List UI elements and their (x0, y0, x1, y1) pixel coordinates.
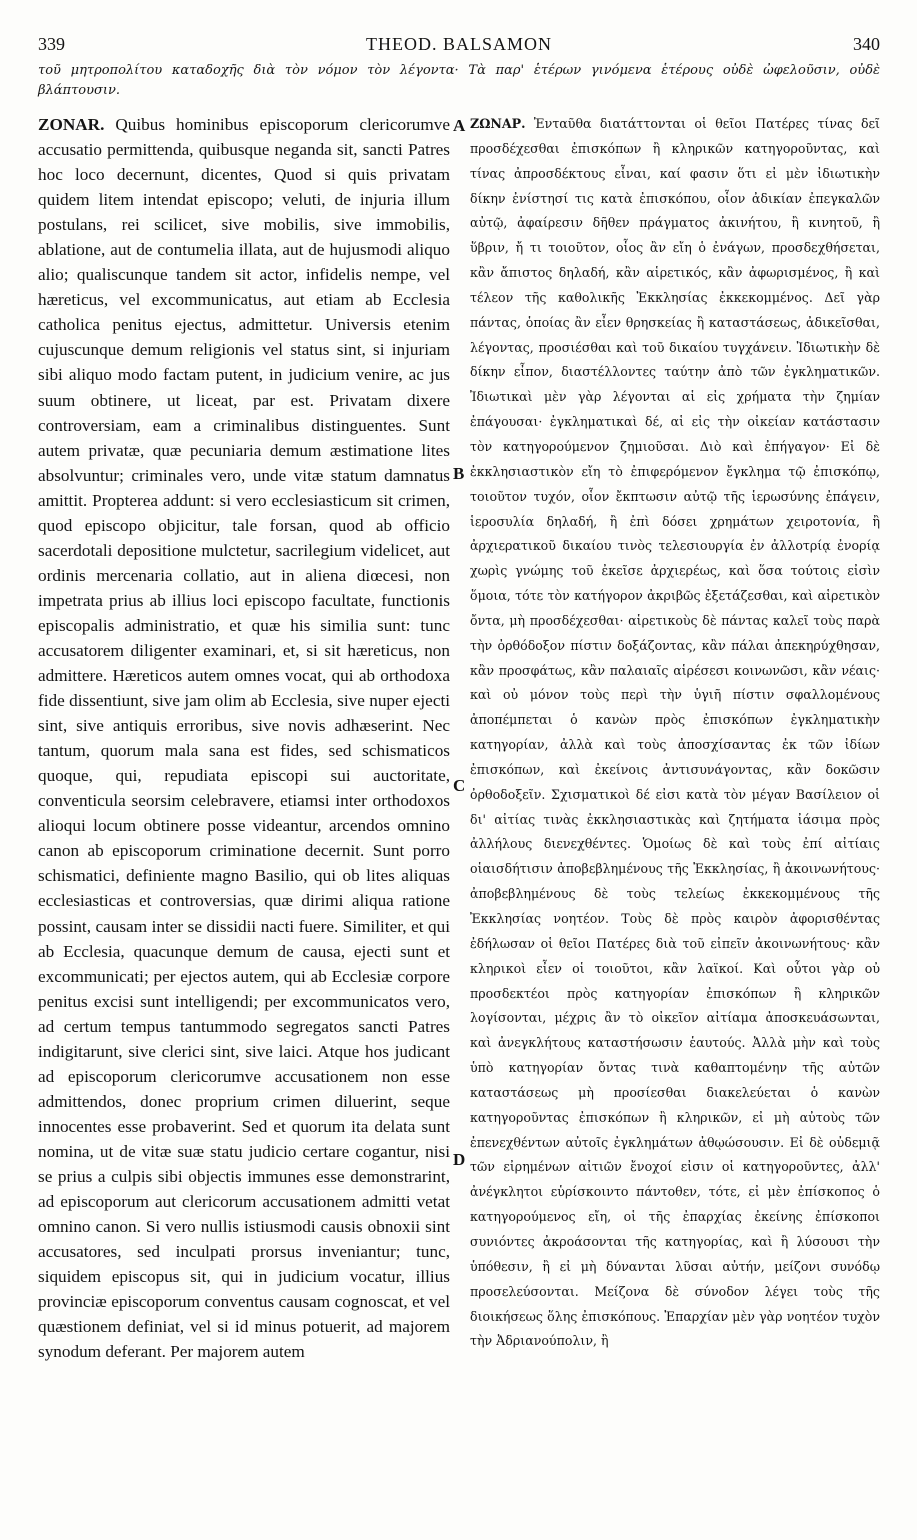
section-marker-d: D (453, 1150, 466, 1169)
section-marker-c: C (453, 776, 466, 795)
section-marker-a: A (453, 116, 466, 135)
intro-greek-text: τοῦ μητροπολίτου καταδοχῆς διὰ τὸν νόμον τὸν λέγοντα· Τὰ παρ' ἑτέρων γινόμενα ἑτέρους οὐδὲ ὠφελοῦσιν, οὐδὲ βλάπτουσιν. (38, 63, 880, 98)
latin-column (38, 112, 450, 1522)
latin-text: Quibus hominibus episcoporum clericorumve accusatio permittenda, quibusque neganda sit, sancti Patres hoc loco decernunt, dicentes, Quod si quis privatam quidem litem intendat episcopo; veluti, de injuria illum postulans, rei scilicet, sive mobilis, sive immobilis, ablatione, aut de contumelia illata, aut de hujusmodi aliquo alio; qualiscunque tandem sit actor, infidelis nempe, vel hæreticus, vel excommunicatus, aut etiam ab Ecclesia catholica penitus ejectus, admittetur. Universis etenim cujuscunque demum religionis vel status sint, si injuriam sibi aliquo modo factam putent, in judicium venire, ac jus suum obtinere, ut liceat, par est. Privatam dixere controversiam, eam a criminalibus distinguentes. Sunt autem privatæ, quæ pecuniaria demum æstimatione lites absolvuntur; criminales vero, unde vitæ statum damnatus amittit. Propterea addunt: si vero ecclesiasticum sit crimen, quod episcopo objicitur, tale forsan, quod ab officio sacerdotali depositione mulctetur, sacrilegium videlicet, aut ordinis mercenaria collatio, aut in aliena diœcesi, non impetrata prius ab illius loci episcopo facultate, functionis episcopalis administratio, et quæ his similia sunt: tunc accusatorem diligenter examinari, et, si sit hæreticus, non admittere. Hæreticos autem omnes vocat, qui ab orthodoxa fide dissentiunt, sive jam olim ab Ecclesia, sive nuper ejecti sint, sive antiquis erroribus, sive novis adhæserint. Nec tantum, quorum mala sana est fides, sed schismaticos quoque, qui, repudiata episcopi sui auctoritate, conventicula seorsim celebravere, etiamsi inter orthodoxos alioqui locum obtinere posse videantur, arcendos omnino canon ab episcoporum criminatione decernit. Sunt porro schismatici, definiente magno Basilio, qui ob lites aliquas ecclesiasticas et controversias, quæ dirimi aliqua ratione possint, causam inter se dissidii nacti fuere. Similiter, et qui ab Ecclesia, quacunque demum de causa, ejecti sunt et excommunicati; per ejectos autem, qui ab Ecclesiæ corpore penitus excisi sunt intelligendi; per excommunicatos vero, ad certum tempus tantummodo segregatos sancti Patres indigitarunt, sive clerici sint, sive laici. Atque hos judicant ad episcoporum clericorumve accusationem non esse admittendos, donec proprium crimen diluerint, seque innocentes esse probaverint. Sed et quorum ita delata sunt nomina, ut de vitæ suæ statu judicio certare cogantur, nisi se prius a culpis sibi objectis immunes esse demonstrarint, ad episcoporum aut clericorum accusationem admitti vetat omnino canon. Si vero nullis istiusmodi causis obnoxii sint accusatores, sed inculpati prorsus inveniantur; tunc, siquidem episcopus sit, qui in judicium vocatur, illius provinciæ episcoporum conventus causam cognoscat, et vel quæstionem definiat, vel si id minus potuerit, ad majorem synodum deferant. Per majorem autem (38, 115, 450, 1362)
greek-label: ΖΩΝΑΡ. (470, 116, 526, 131)
section-marker-b: B (453, 464, 465, 483)
page-header (38, 34, 880, 58)
page-number-left: 339 (38, 34, 65, 54)
greek-text: Ἐνταῦθα διατάττονται οἱ θεῖοι Πατέρες τίνας δεῖ προσδέχεσθαι ἐπισκόπων ἢ κληρικῶν κατηγοροῦντας, καὶ τίνας ἀπροσδέκτους εἶναι, καί φασιν ὅτι εἰ μὲν ἰδιωτικὴν δίκην ἐνίστησί τις κατὰ ἐπισκόπου, οἷον ἀδικίαν ἐπεγκαλῶν αὐτῷ, ἀφαίρεσιν δῆθεν πράγματος ἀκινήτου, ἢ κινητοῦ, ἢ ὕβριν, ἤ τι τοιοῦτον, οἷος ἂν εἴη ὁ ἐνάγων, προσδεχθήσεται, κἂν ἄπιστος δηλαδή, κἂν αἱρετικός, κἂν ἀφωρισμένος, ἢ καὶ τέλεον τῆς καθολικῆς Ἐκκλησίας ἐκκεκομμένος. Δεῖ γὰρ πάντας, ὁποίας ἂν εἶεν θρησκείας ἢ καταστάσεως, ἀδικεῖσθαι, λέγοντας, προσιέσθαι καὶ τοῦ δικαίου τυγχάνειν. Ἰδιωτικὴν δὲ δίκην εἶπον, διαστέλλοντες ταύτην ἀπὸ τῶν ἐγκληματικῶν. Ἰδιωτικαὶ μὲν γὰρ λέγονται αἱ εἰς χρήματα τὴν ζημίαν ἐπάγουσαι· ἐγκληματικαὶ δέ, αἱ εἰς τὴν οἰκείαν κατάστασιν τὸν κατηγορούμενον ζημιοῦσαι. Διὸ καὶ ἐπήγαγον· Εἰ δὲ ἐκκλησιαστικὸν εἴη τὸ ἐπιφερόμενον ἔγκλημα τῷ ἐπισκόπῳ, τοιοῦτον τυχόν, οἷον ἔκπτωσιν αὐτῷ τῆς ἱερωσύνης ἐπάγειν, ἱεροσυλία δηλαδή, ἢ ἐπὶ δόσει χρημάτων χειροτονία, ἢ ἀρχιερατικοῦ δικαίου τινὸς τελεσιουργία ἐν ἀλλοτρίᾳ ἐνορίᾳ χωρὶς γνώμης τοῦ ἐκεῖσε ἀρχιερέως, καὶ ὅσα τούτοις εἰσὶν ὅμοια, τότε τὸν κατήγορον ἀκριβῶς ἐξετάζεσθαι, καὶ αἱρετικὸν ὄντα, μὴ προσδέχεσθαι· αἱρετικοὺς δὲ πάντας καλεῖ τοὺς παρὰ τὴν ὀρθόδοξον πίστιν δοξάζοντας, κἂν πάλαι ἀπεκηρύχθησαν, κἂν προσφάτως, κἂν παλαιαῖς αἱρέσεσι κοινωνῶσι, κἂν νέαις· καὶ οὐ μόνον τοὺς περὶ τὴν ὑγιῆ πίστιν σφαλλομένους ἀποπέμπεται ὁ κανὼν πρὸς ἐπισκόπων ἐγκληματικὴν κατηγορίαν, ἀλλὰ καὶ τοὺς ἀποσχίσαντας ἐκ τῶν ἰδίων ἐπισκόπων, καὶ ἐκείνοις ἀντισυνάγοντας, κἂν δοκῶσιν ὀρθοδοξεῖν. Σχισματικοὶ δέ εἰσι κατὰ τὸν μέγαν Βασίλειον οἱ δι' αἰτίας τινὰς ἐκκλησιαστικὰς καὶ ζητήματα ἰάσιμα πρὸς ἀλλήλους διενεχθέντες. Ὁμοίως δὲ καὶ τοὺς ἐπί αἰτίαις οἱαισδήτισιν ἀποβεβλημένους τῆς Ἐκκλησίας, ἢ ἀκοινωνήτους· ἀποβεβλημένους δὲ τοὺς τελείως ἐκκεκομμένους τῆς Ἐκκλησίας νοητέον. Τοὺς δὲ πρὸς καιρὸν ἀφορισθέντας ἐδήλωσαν οἱ θεῖοι Πατέρες διὰ τοῦ εἰπεῖν ἀκοινωνήτους· κἂν κληρικοὶ εἶεν οἱ τοιοῦτοι, κἂν λαϊκοί. Καὶ οὗτοι γὰρ οὐ προσδεκτέοι πρὸς κατηγορίαν ἐπισκόπων ἢ κληρικῶν λογίσονται, μέχρις ἂν τὸ οἰκεῖον αἰτίαμα ἀποσκευάσωνται, καὶ ἀνεγκλήτους καταστήσωσιν ἑαυτούς. Ἀλλὰ μὴν καὶ τοὺς ὑπὸ κατηγορίαν ὄντας τινὰ καθαπτομένην τῆς αὐτῶν καταστάσεως μὴ προσίεσθαι διακελεύεται ὁ κανὼν κατηγοροῦντας ἐπισκόπων ἢ κληρικῶν, εἰ μὴ αὐτοὺς τῶν ἐπενεχθέντων αὐτοῖς ἐγκλημάτων ἀθῳώσουσιν. Εἰ δὲ οὐδεμιᾷ τῶν εἰρημένων αἰτιῶν ἔνοχοί εἰσιν οἱ κατηγοροῦντες, ἀλλ' ἀνέγκλητοι εὑρίσκοιντο πάντοθεν, τότε, εἰ μὲν ἐπίσκοπος ὁ κατηγορούμενος εἴη, οἱ τῆς ἐπαρχίας ἐκείνης ἐπίσκοποι συνιόντες ἀκροάσονται τῆς κατηγορίας, καὶ ἢ λύσουσι τὴν ὑπόθεσιν, ἢ εἰ μὴ δύνανται λῦσαι αὐτήν, μείζονι συνόδῳ προσελεύσονται. Μείζονα δὲ σύνοδον λέγει τοὺς τῆς διοικήσεως ὅλης ἐπισκόπους. Ἐπαρχίαν μὲν γὰρ νοητέον τυχὸν τὴν Ἀδριανούπολιν, ἢ (470, 116, 880, 1349)
greek-column (470, 112, 880, 1522)
page-number-right: 340 (853, 34, 880, 54)
running-title: THEOD. BALSAMON (366, 34, 552, 54)
latin-label: ZONAR. (38, 115, 105, 134)
